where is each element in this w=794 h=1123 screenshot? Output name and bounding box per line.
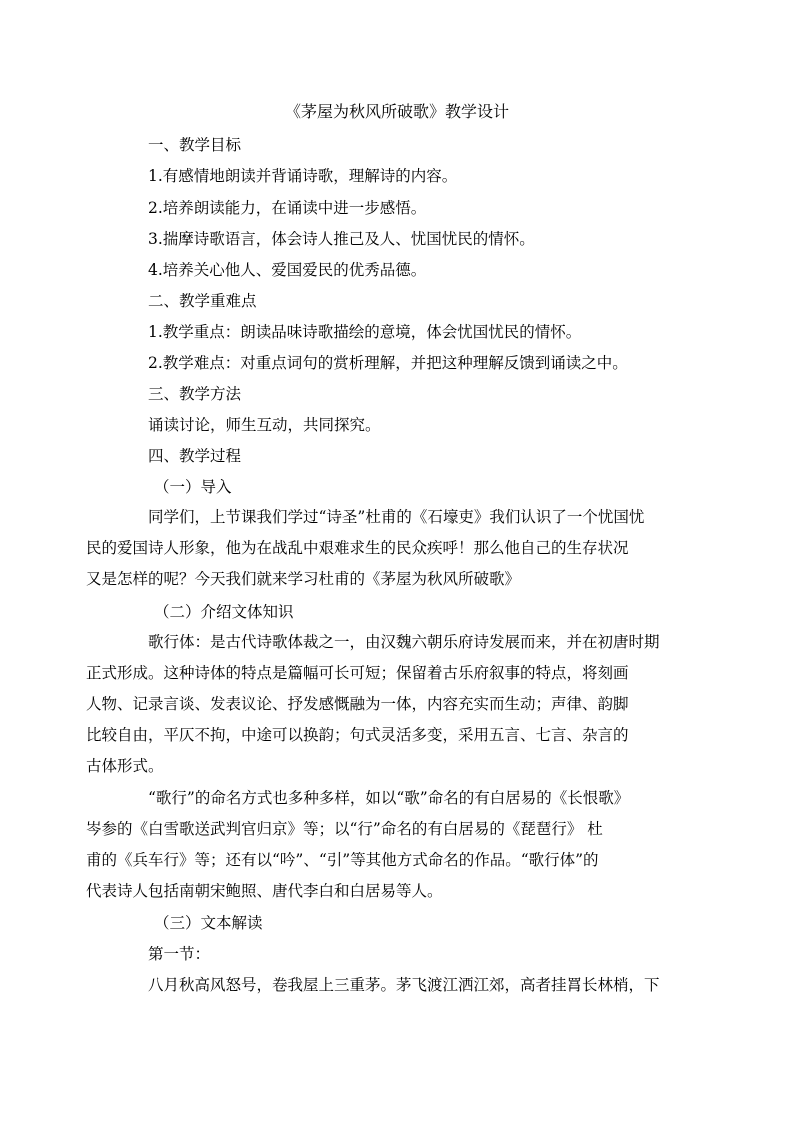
paragraph-line: 民的爱国诗人形象，他为在战乱中艰难求生的民众疾呼！那么他自己的生存状况 [86, 539, 629, 557]
subsection-heading-intro: （一）导入 [154, 478, 232, 496]
paragraph-line: 人物、记录言谈、发表议论、抒发感慨融为一体，内容充实而生动；声律、韵脚 [86, 695, 629, 713]
paragraph-line: 同学们，上节课我们学过“诗圣”杜甫的《石壕吏》我们认识了一个忧国忧 [148, 508, 645, 526]
paragraph-line: 比较自由，平仄不拘，中途可以换韵；句式灵活多变，采用五言、七言、杂言的 [86, 726, 629, 744]
document-title: 《茅屋为秋风所破歌》教学设计 [284, 102, 509, 121]
stanza-text: 八月秋高风怒号，卷我屋上三重茅。茅飞渡江洒江郊，高者挂罥长林梢，下 [148, 976, 660, 994]
keypoint-item: 1.教学重点：朗读品味诗歌描绘的意境，体会忧国忧民的情怀。 [148, 323, 582, 341]
genre-paragraph [86, 627, 677, 782]
goal-item: 3.揣摩诗歌语言，体会诗人推己及人、忧国忧民的情怀。 [148, 230, 535, 248]
paragraph-line: 代表诗人包括南朝宋鲍照、唐代李白和白居易等人。 [86, 882, 443, 900]
naming-paragraph [86, 783, 677, 907]
section-heading-process: 四、教学过程 [148, 447, 242, 465]
section-heading-method: 三、教学方法 [148, 385, 242, 403]
stanza-label: 第一节： [148, 945, 211, 963]
paragraph-line: 甫的《兵车行》等；还有以“吟”、“引”等其他方式命名的作品。“歌行体”的 [86, 851, 599, 869]
goal-item: 4.培养关心他人、爱国爱民的优秀品德。 [148, 261, 427, 279]
goal-item: 2.培养朗读能力，在诵读中进一步感悟。 [148, 199, 427, 217]
paragraph-line: 岑参的《白雪歌送武判官归京》等；以“行”命名的有白居易的《琵琶行》 杜 [86, 820, 603, 838]
subsection-heading-reading: （三）文本解读 [154, 914, 263, 932]
paragraph-line: 古体形式。 [86, 757, 164, 775]
section-heading-keypoints: 二、教学重难点 [148, 292, 257, 310]
intro-paragraph [86, 502, 677, 595]
paragraph-line: 又是怎样的呢？今天我们就来学习杜甫的《茅屋为秋风所破歌》 [86, 570, 521, 588]
paragraph-line: “歌行”的命名方式也多种多样，如以“歌”命名的有白居易的《长恨歌》 [148, 789, 630, 807]
paragraph-line: 正式形成。这种诗体的特点是篇幅可长可短；保留着古乐府叙事的特点，将刻画 [86, 664, 629, 682]
section-heading-goals: 一、教学目标 [148, 136, 242, 154]
goal-item: 1.有感情地朗读并背诵诗歌，理解诗的内容。 [148, 167, 458, 185]
keypoint-item: 2.教学难点：对重点词句的赏析理解，并把这种理解反馈到诵读之中。 [148, 354, 628, 372]
paragraph-line: 歌行体：是古代诗歌体裁之一，由汉魏六朝乐府诗发展而来，并在初唐时期 [148, 633, 660, 651]
method-text: 诵读讨论，师生互动，共同探究。 [148, 416, 381, 434]
subsection-heading-genre: （二）介绍文体知识 [154, 603, 294, 621]
